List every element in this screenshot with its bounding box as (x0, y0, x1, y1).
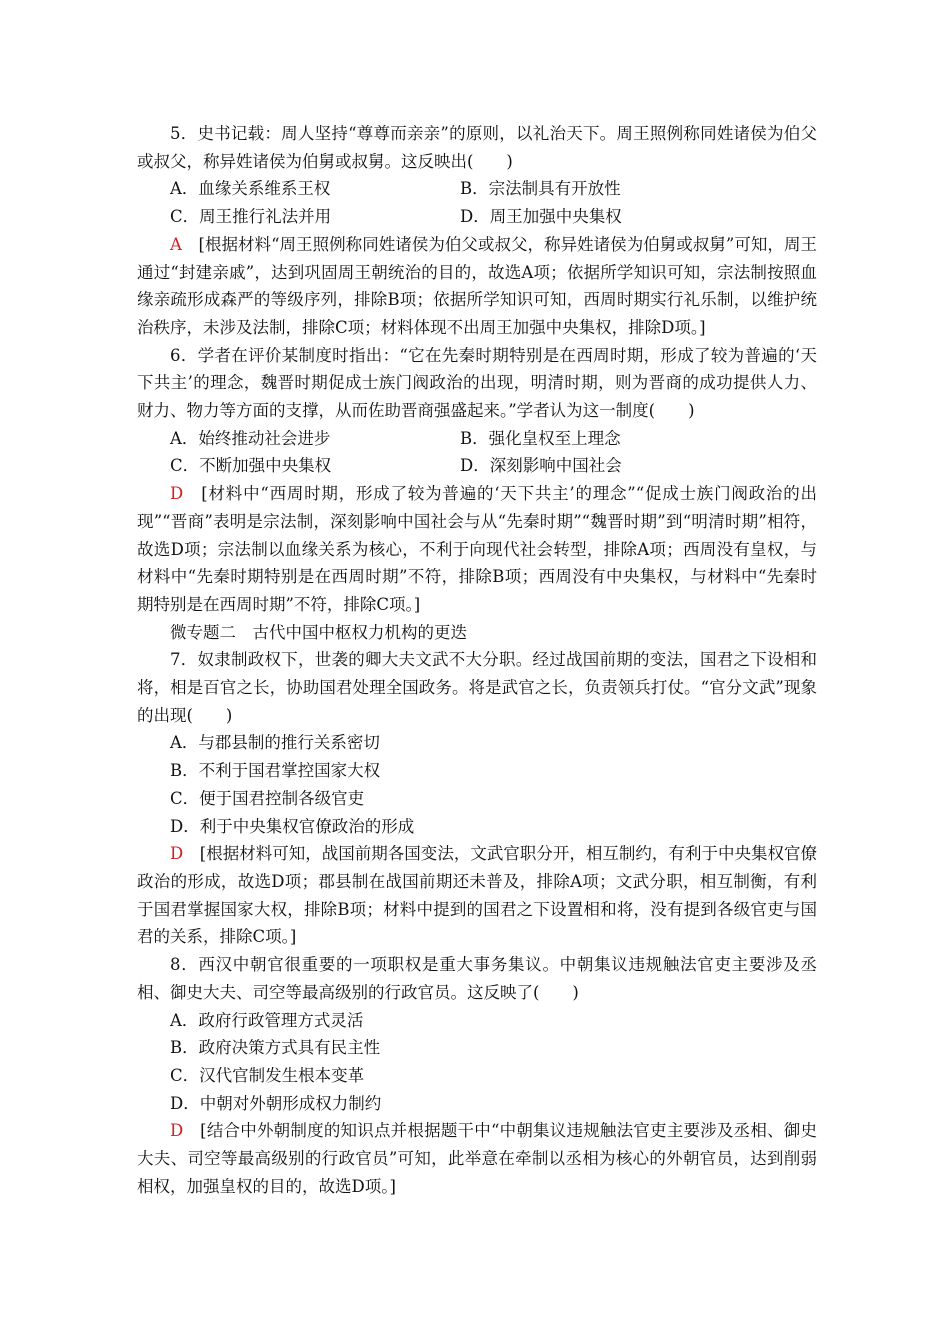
question-8-options (137, 1007, 817, 1118)
question-6-options (137, 425, 817, 480)
option-c: C．不断加强中央集权 (170, 456, 332, 476)
question-8-answer (137, 1117, 817, 1200)
option-a: A．始终推动社会进步 (170, 428, 331, 448)
question-6-answer (137, 480, 817, 619)
answer-explanation: [根据材料可知，战国前期各国变法，文武官职分开，相互制约，有利于中央集权官僚政治的形成，故选D项；郡县制在战国前期还未普及，排除A项；文武分职，相互制衡，有利于国君掌握国家大权，排除B项；材料中提到的国君之下设置相和将，没有提到各级官吏与国君的关系，排除C项。] (137, 844, 817, 947)
option-c: C．周王推行礼法并用 (170, 207, 332, 227)
question-5-options (137, 175, 817, 230)
option-c: C．便于国君控制各级官吏 (170, 788, 365, 808)
answer-letter: D (170, 484, 184, 504)
option-a: A．血缘关系维系王权 (170, 179, 331, 199)
answer-letter: A (170, 234, 182, 254)
option-a: A．政府行政管理方式灵活 (170, 1010, 364, 1030)
question-7-answer (137, 840, 817, 951)
question-6-stem: 6．学者在评价某制度时指出：“它在先秦时期特别是在西周时期，形成了较为普遍的‘天下共主’的理念，魏晋时期促成士族门阀政治的出现，明清时期，则为晋商的成功提供人力、财力、物力等方面的支撑，从而佐助晋商强盛起来。”学者认为这一制度( ) (137, 345, 817, 421)
option-d: D．深刻影响中国社会 (460, 456, 622, 476)
answer-explanation: [材料中“西周时期，形成了较为普遍的‘天下共主’的理念”“促成士族门阀政治的出现”“晋商”表明是宗法制，深刻影响中国社会与从“先秦时期”“魏晋时期”到“明清时期”相符，故选D项；宗法制以血缘关系为核心，不利于向现代社会转型，排除A项；西周没有皇权，与材料中“先秦时期特别是在西周时期”不符，排除B项；西周没有中央集权，与材料中“先秦时期特别是在西周时期”不符，排除C项。] (137, 484, 817, 614)
option-b: B．不利于国君掌控国家大权 (170, 761, 381, 781)
option-b: B．宗法制具有开放性 (460, 179, 621, 199)
option-d: D．利于中央集权官僚政治的形成 (170, 816, 415, 836)
answer-letter: D (170, 1121, 184, 1141)
option-b: B．政府决策方式具有民主性 (170, 1038, 381, 1058)
option-b: B．强化皇权至上理念 (460, 428, 621, 448)
question-7-options (137, 729, 817, 840)
option-c: C．汉代官制发生根本变革 (170, 1065, 365, 1085)
question-7-stem: 7．奴隶制政权下，世袭的卿大夫文武不大分职。经过战国前期的变法，国君之下设相和将，相是百官之长，协助国君处理全国政务。将是武官之长，负责领兵打仗。“官分文武”现象的出现( ) (137, 650, 817, 725)
answer-explanation: [根据材料“周王照例称同姓诸侯为伯父或叔父，称异姓诸侯为伯舅或叔舅”可知，周王通过“封建亲戚”，达到巩固周王朝统治的目的，故选A项；依据所学知识可知，宗法制按照血缘亲疏形成森严的等级序列，排除B项；依据所学知识可知，西周时期实行礼乐制，以维护统治秩序，未涉及法制，排除C项；材料体现不出周王加强中央集权，排除D项。] (137, 234, 817, 337)
option-d: D．周王加强中央集权 (460, 207, 622, 227)
document-content (137, 120, 817, 1200)
topic-title: 微专题二 古代中国中枢权力机构的更迭 (170, 622, 467, 642)
answer-letter: D (170, 844, 184, 864)
answer-explanation: [结合中外朝制度的知识点并根据题干中“中朝集议违规触法官吏主要涉及丞相、御史大夫、司空等最高级别的行政官员”可知，此举意在牵制以丞相为核心的外朝官员，达到削弱相权，加强皇权的目的，故选D项。] (137, 1121, 817, 1196)
question-5-stem: 5．史书记载：周人坚持“尊尊而亲亲”的原则，以礼治天下。周王照例称同姓诸侯为伯父或叔父，称异姓诸侯为伯舅或叔舅。这反映出( ) (137, 124, 817, 171)
question-5-answer (137, 231, 817, 342)
question-8-stem: 8．西汉中朝官很重要的一项职权是重大事务集议。中朝集议违规触法官吏主要涉及丞相、御史大夫、司空等最高级别的行政官员。这反映了( ) (137, 955, 817, 1002)
option-a: A．与郡县制的推行关系密切 (170, 733, 380, 753)
option-d: D．中朝对外朝形成权力制约 (170, 1093, 382, 1113)
